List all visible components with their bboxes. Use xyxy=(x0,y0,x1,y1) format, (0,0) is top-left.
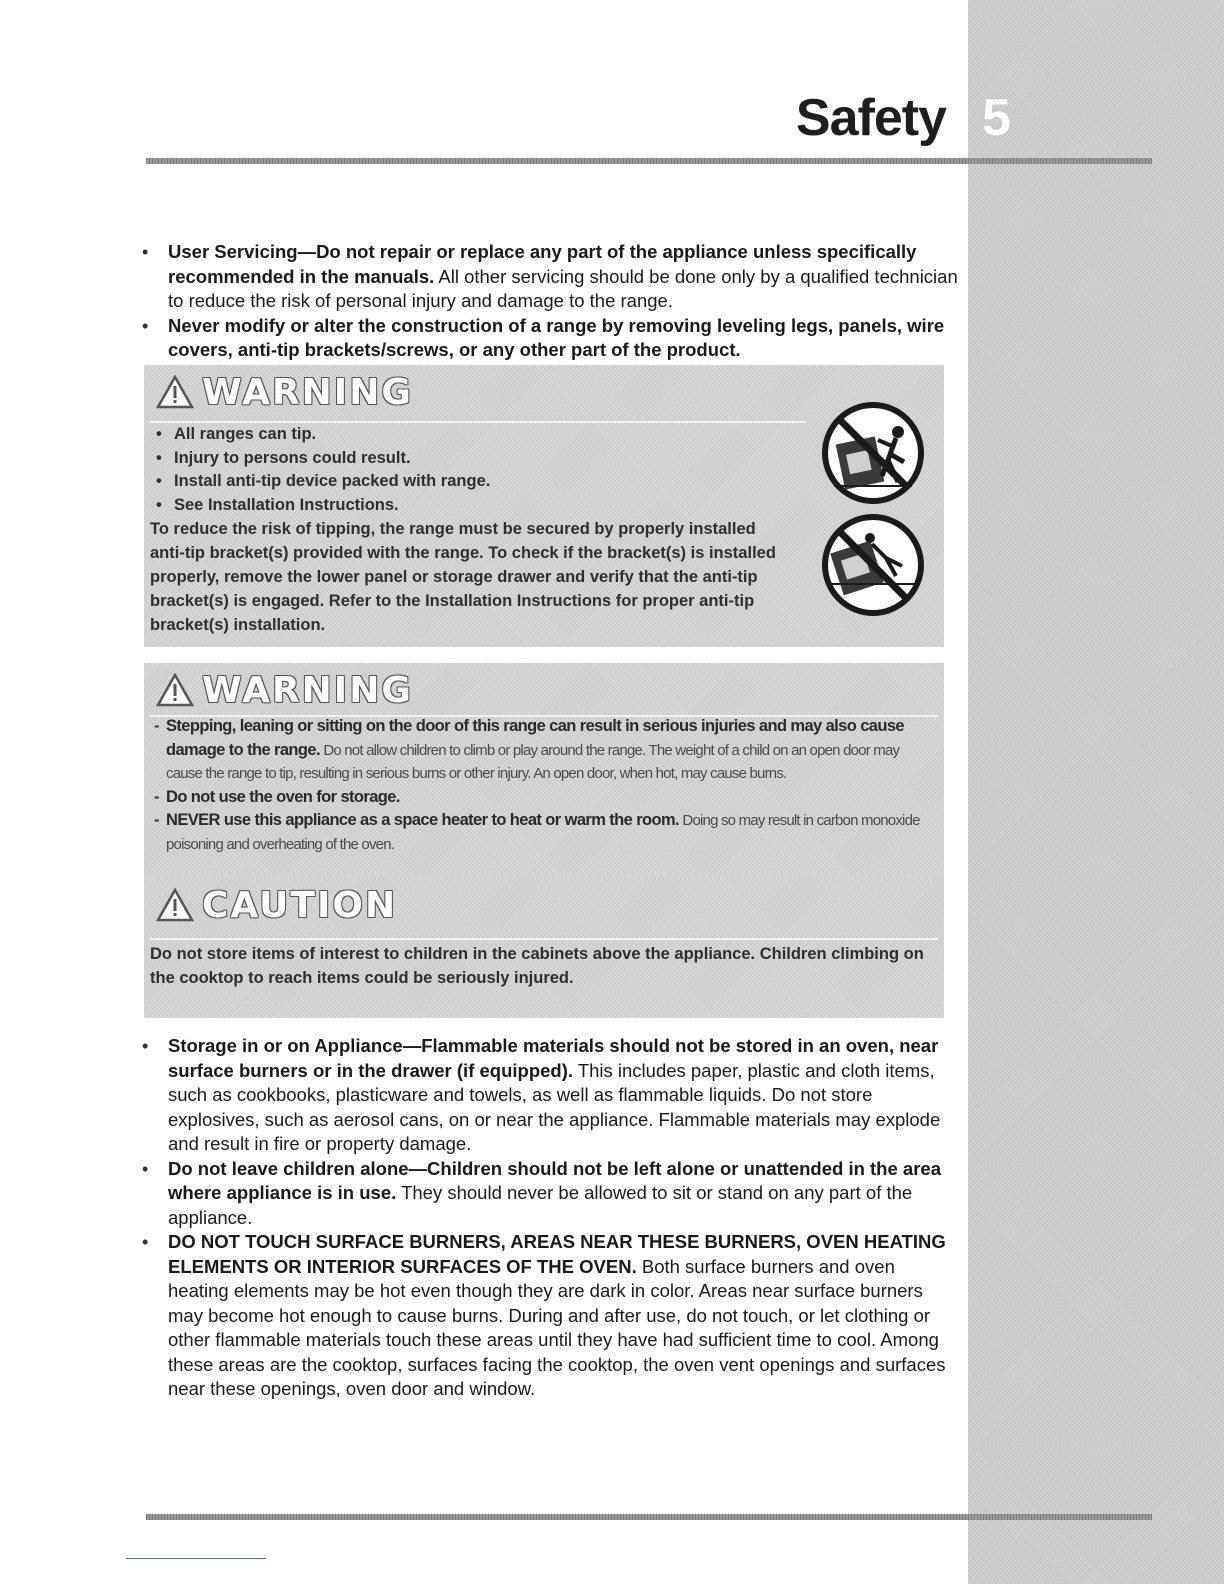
bullet-user-servicing: • User Servicing—Do not repair or replace any part of the appliance unless specifically recommended in the manuals. All other servicing should be done only by a qualified technician to reduce the risk of personal injury and damage to the range. xyxy=(168,240,958,314)
footer-link-underline xyxy=(126,1558,266,1559)
warning-item: • See Installation Instructions. xyxy=(150,494,790,518)
warning-door-list xyxy=(150,715,936,856)
warning-box-door xyxy=(144,663,944,889)
caution-triangle-icon xyxy=(156,888,194,922)
warning-tip-list xyxy=(150,423,790,517)
warning-title: WARNING xyxy=(202,371,413,413)
warning-item: • All ranges can tip. xyxy=(150,423,790,447)
warning-item-storage: - Do not use the oven for storage. xyxy=(150,786,936,810)
no-door-standing-icon xyxy=(812,514,934,616)
bullet-do-not-touch: • DO NOT TOUCH SURFACE BURNERS, AREAS NEAR THESE BURNERS, OVEN HEATING ELEMENTS OR INTERIOR SURFACES OF THE OVEN. Both surface burners and oven heating elements may be hot even though they are dark in color. Areas near surface burners may become hot enough to cause burns. During and after use, do not touch, or let clothing or other flammable materials touch these areas until they have had sufficient time to cool. Among these areas are the cooktop, surfaces facing the cooktop, the oven vent openings and surfaces near these openings, oven door and window. xyxy=(168,1230,958,1402)
chapter-side-tab xyxy=(968,0,1224,1584)
footer-rule xyxy=(146,1514,1152,1520)
warning-header xyxy=(156,667,413,713)
caution-title: CAUTION xyxy=(202,884,398,926)
caution-text: Do not store items of interest to children in the cabinets above the appliance. Children climbing on the cooktop to reach items could be seriously injured. xyxy=(150,945,924,987)
intro-bullet-list xyxy=(168,240,958,363)
no-climbing-range-icon xyxy=(812,402,934,504)
warning-header xyxy=(156,369,413,415)
page-number: 5 xyxy=(982,89,1011,147)
caution-box xyxy=(144,878,944,1018)
bullet-storage: • Storage in or on Appliance—Flammable materials should not be stored in an oven, near surface burners or in the drawer (if equipped). This includes paper, plastic and cloth items, such as cookbooks, plasticware and towels, as well as flammable liquids. Do not store explosives, such as aerosol cans, on or near the appliance. Flammable materials may explode and result in fire or property damage. xyxy=(168,1034,958,1157)
warning-triangle-icon xyxy=(156,375,194,409)
warning-item-door: - Stepping, leaning or sitting on the door of this range can result in serious injuries and may also cause damage to the range. Do not allow children to climb or play around the range. The weight of a child on an open door may cause the range to tip, resulting in serious burns or other injury. An open door, when hot, may cause burns. xyxy=(150,715,936,786)
bullet-never-modify: • Never modify or alter the construction of a range by removing leveling legs, panels, wire covers, anti-tip brackets/screws, or any other part of the product. xyxy=(168,314,958,363)
caution-divider xyxy=(150,938,938,940)
page-title: Safety xyxy=(795,89,946,147)
warning-tip-paragraph: To reduce the risk of tipping, the range must be secured by properly installed anti-tip bracket(s) provided with the range. To check if the bracket(s) is installed properly, remove the lower panel or storage drawer and verify that the anti-tip bracket(s) is engaged. Refer to the Installation Instructions for proper anti-tip bracket(s) installation. xyxy=(150,520,776,634)
header-rule xyxy=(146,158,1152,164)
warning-item-heater: - NEVER use this appliance as a space heater to heat or warm the room. Doing so may result in carbon monoxide poisoning and overheating of the oven. xyxy=(150,809,936,856)
warning-triangle-icon xyxy=(156,673,194,707)
bullet-children: • Do not leave children alone—Children should not be left alone or unattended in the area where appliance is in use. They should never be allowed to sit or stand on any part of the appliance. xyxy=(168,1157,958,1231)
closing-bullet-list xyxy=(168,1034,958,1402)
warning-title: WARNING xyxy=(202,669,413,711)
warning-item: • Install anti-tip device packed with range. xyxy=(150,470,790,494)
caution-header xyxy=(156,882,397,928)
warning-item: • Injury to persons could result. xyxy=(150,447,790,471)
